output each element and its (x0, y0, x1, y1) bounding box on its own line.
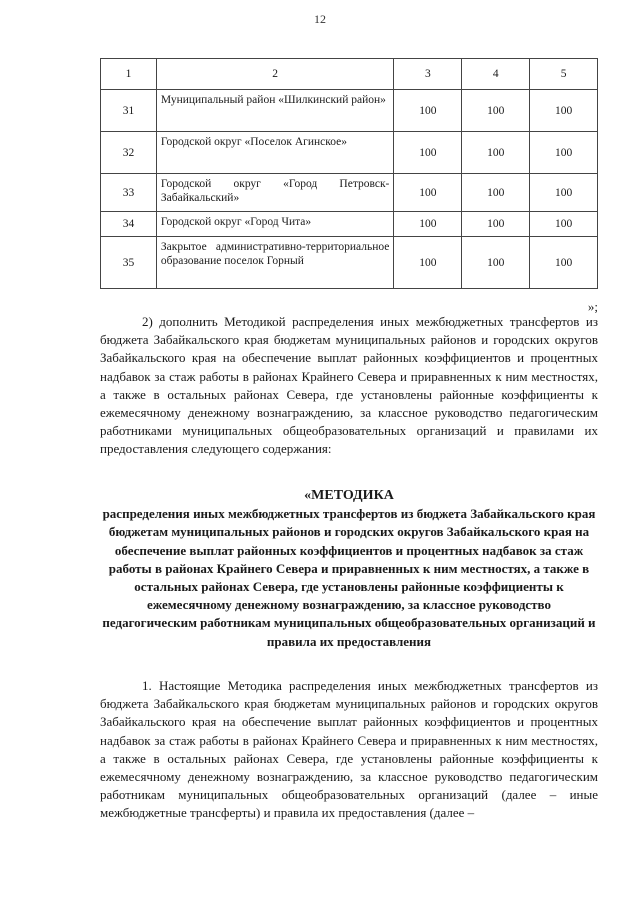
table-row (101, 90, 598, 132)
value-cell: 100 (394, 212, 462, 237)
allocation-table (100, 58, 598, 289)
value-cell: 100 (394, 237, 462, 289)
column-header: 1 (101, 59, 157, 90)
column-header: 3 (394, 59, 462, 90)
value-cell: 100 (462, 132, 530, 174)
municipality-name: Городской округ «Город Петровск-Забайкальский» (156, 174, 394, 212)
heading-subtitle: распределения иных межбюджетных трансфертов из бюджета Забайкальского края бюджетам муниципальных районов и городских округов Забайкальского края на обеспечение выплат районных коэффициентов и процентных надбавок за стаж работы в районах Крайнего Севера и приравненных к ним местностях, а также в остальных районах Севера, где установлены районные коэффициенты к ежемесячному денежному вознаграждению, за классное руководство педагогическим работникам муниципальных общеобразовательных организаций и правила их предоставления (102, 506, 596, 649)
amendment-paragraph: 2) дополнить Методикой распределения иных межбюджетных трансфертов из бюджета Забайкальского края бюджетам муниципальных районов и городских округов Забайкальского края на обеспечение выплат районных коэффициентов и процентных надбавок за стаж работы в районах Крайнего Севера и приравненных к ним местностях, а также в остальных районах Севера, где установлены районные коэффициенты к ежемесячному денежному вознаграждению, за классное руководство педагогическим работниками муниципальных общеобразовательных организаций и правилами их предоставления следующего содержания: (100, 314, 598, 457)
value-cell: 100 (530, 132, 598, 174)
value-cell: 100 (530, 90, 598, 132)
table-row (101, 132, 598, 174)
methodology-paragraph-1: 1. Настоящие Методика распределения иных межбюджетных трансфертов из бюджета Забайкальского края бюджетам муниципальных районов и городских округов Забайкальского края на обеспечение выплат районных коэффициентов и процентных надбавок за стаж работы в районах Крайнего Севера и приравненных к ним местностях, а также в остальных районах Севера, где установлены районные коэффициенты к ежемесячному денежному вознаграждению, за классное руководство педагогическим работникам муниципальных общеобразовательных организаций (далее – иные межбюджетные трансферты) и правила их предоставления (далее – (100, 678, 598, 821)
value-cell: 100 (530, 237, 598, 289)
table-closing-quote: »; (587, 299, 598, 314)
municipality-name: Муниципальный район «Шилкинский район» (156, 90, 394, 132)
page-number: 12 (314, 12, 326, 26)
table-header-row (101, 59, 598, 90)
value-cell: 100 (394, 132, 462, 174)
value-cell: 100 (530, 212, 598, 237)
row-number: 34 (101, 212, 157, 237)
methodology-heading (100, 487, 598, 651)
municipality-name: Закрытое административно-территориальное образование поселок Горный (156, 237, 394, 289)
value-cell: 100 (462, 212, 530, 237)
table-row (101, 237, 598, 289)
value-cell: 100 (394, 90, 462, 132)
municipality-name: Городской округ «Город Чита» (156, 212, 394, 237)
municipality-name: Городской округ «Поселок Агинское» (156, 132, 394, 174)
value-cell: 100 (394, 174, 462, 212)
table-row (101, 174, 598, 212)
value-cell: 100 (462, 237, 530, 289)
column-header: 5 (530, 59, 598, 90)
row-number: 35 (101, 237, 157, 289)
row-number: 31 (101, 90, 157, 132)
row-number: 33 (101, 174, 157, 212)
table-row (101, 212, 598, 237)
value-cell: 100 (530, 174, 598, 212)
column-header: 2 (156, 59, 394, 90)
value-cell: 100 (462, 174, 530, 212)
row-number: 32 (101, 132, 157, 174)
heading-title: «МЕТОДИКА (304, 488, 394, 503)
value-cell: 100 (462, 90, 530, 132)
column-header: 4 (462, 59, 530, 90)
